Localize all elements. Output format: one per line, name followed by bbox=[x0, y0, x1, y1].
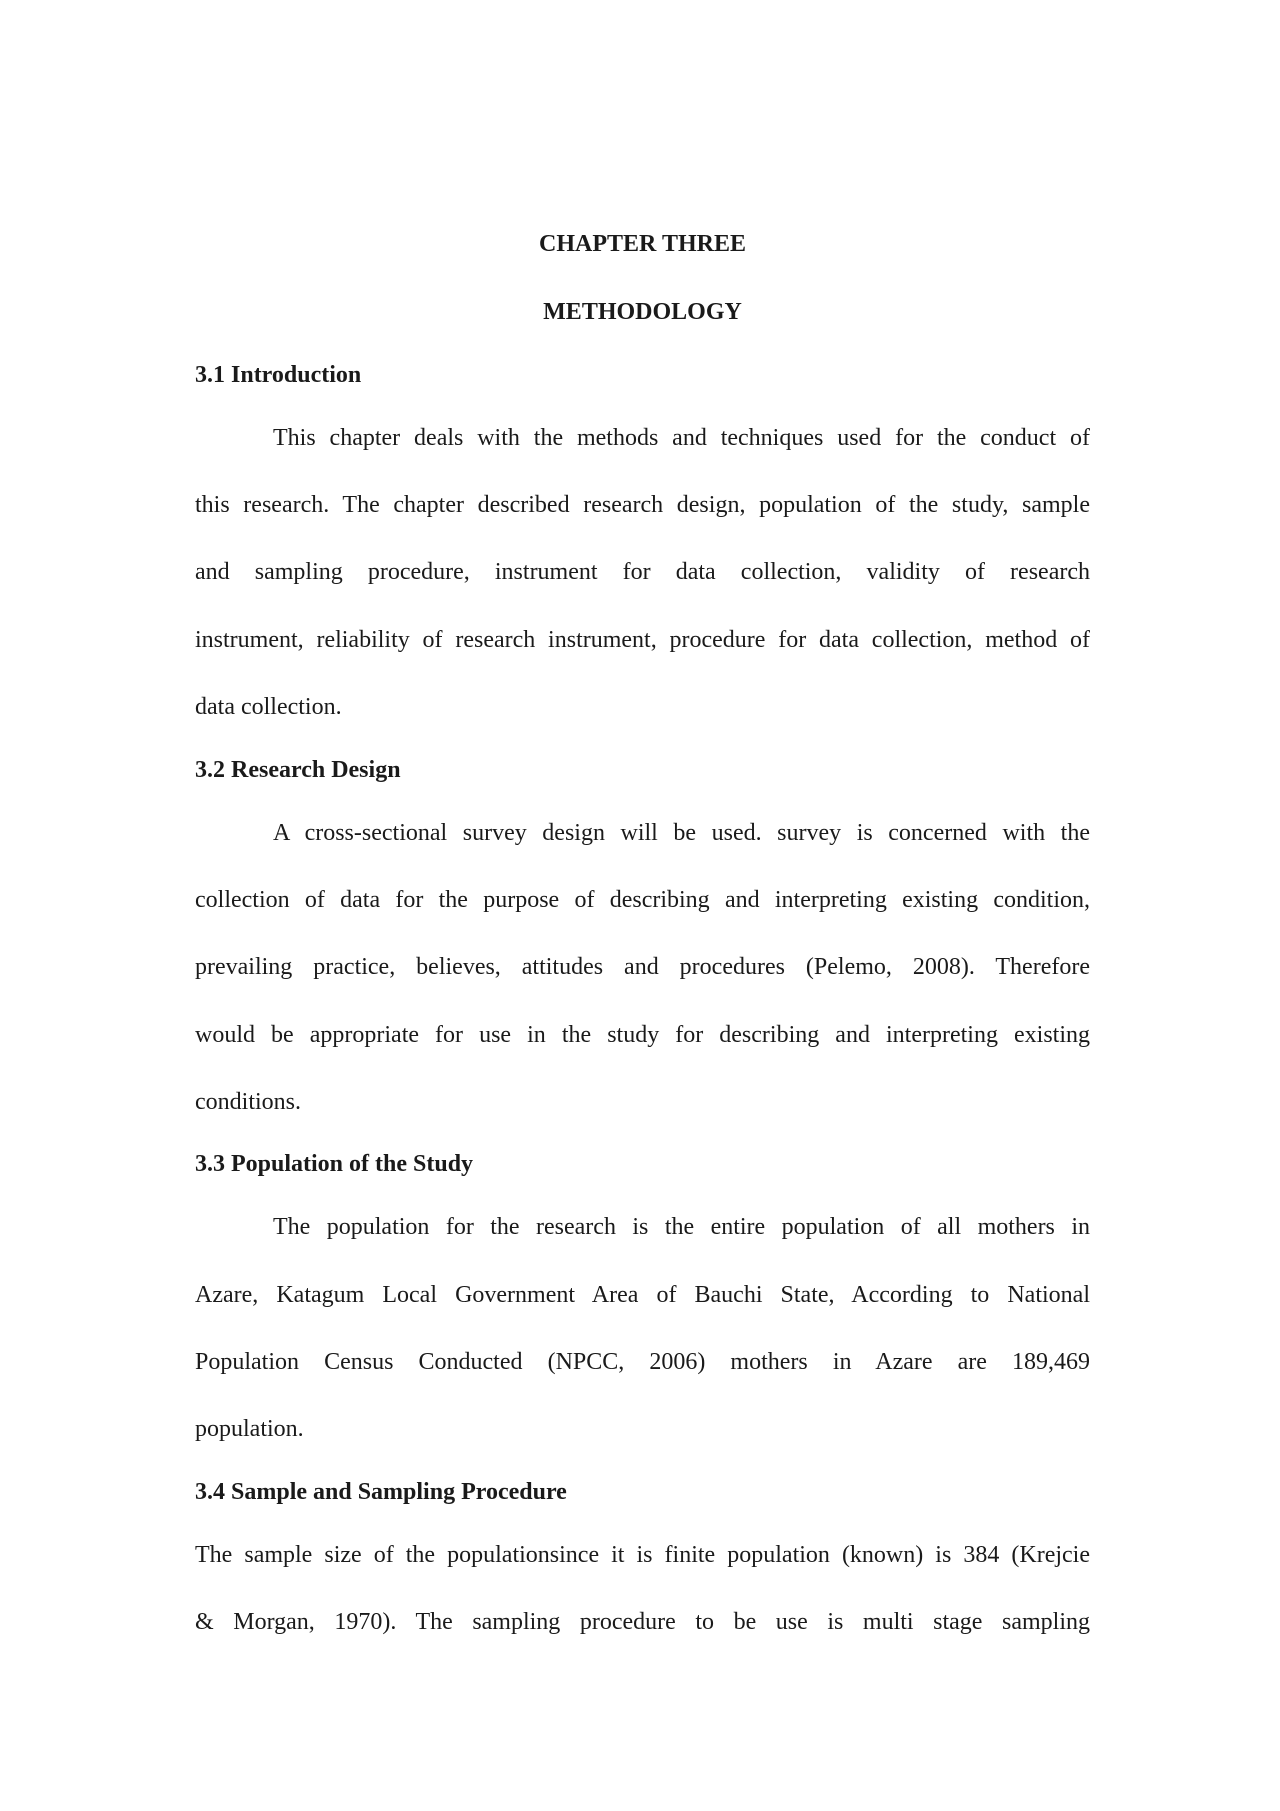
section-heading-introduction: 3.1 Introduction bbox=[195, 362, 362, 388]
paragraph-line: and sampling procedure, instrument for data collection, validity of research bbox=[195, 559, 1090, 585]
paragraph-line: A cross-sectional survey design will be used. survey is concerned with the bbox=[273, 820, 1090, 846]
paragraph-line: instrument, reliability of research instrument, procedure for data collection, method of bbox=[195, 627, 1090, 653]
document-page bbox=[195, 0, 1090, 1811]
paragraph-line: collection of data for the purpose of describing and interpreting existing condition, bbox=[195, 887, 1090, 913]
paragraph-line: conditions. bbox=[195, 1089, 301, 1115]
paragraph-line: & Morgan, 1970). The sampling procedure to be use is multi stage sampling bbox=[195, 1609, 1090, 1635]
section-heading-research-design: 3.2 Research Design bbox=[195, 757, 401, 783]
section-heading-population: 3.3 Population of the Study bbox=[195, 1151, 474, 1177]
paragraph-line: This chapter deals with the methods and techniques used for the conduct of bbox=[273, 425, 1090, 451]
paragraph-line: would be appropriate for use in the study for describing and interpreting existing bbox=[195, 1022, 1090, 1048]
paragraph-line: population. bbox=[195, 1416, 304, 1442]
chapter-title: CHAPTER THREE bbox=[539, 231, 746, 257]
paragraph-line: this research. The chapter described research design, population of the study, sample bbox=[195, 492, 1090, 518]
chapter-subtitle: METHODOLOGY bbox=[543, 299, 742, 325]
section-heading-sampling: 3.4 Sample and Sampling Procedure bbox=[195, 1479, 567, 1505]
paragraph-line: Azare, Katagum Local Government Area of Bauchi State, According to National bbox=[195, 1282, 1090, 1308]
paragraph-line: prevailing practice, believes, attitudes and procedures (Pelemo, 2008). Therefore bbox=[195, 954, 1090, 980]
paragraph-line: Population Census Conducted (NPCC, 2006) mothers in Azare are 189,469 bbox=[195, 1349, 1090, 1375]
paragraph-line: The sample size of the populationsince it is finite population (known) is 384 (Krejcie bbox=[195, 1542, 1090, 1568]
paragraph-line: The population for the research is the entire population of all mothers in bbox=[273, 1214, 1090, 1240]
paragraph-line: data collection. bbox=[195, 694, 342, 720]
